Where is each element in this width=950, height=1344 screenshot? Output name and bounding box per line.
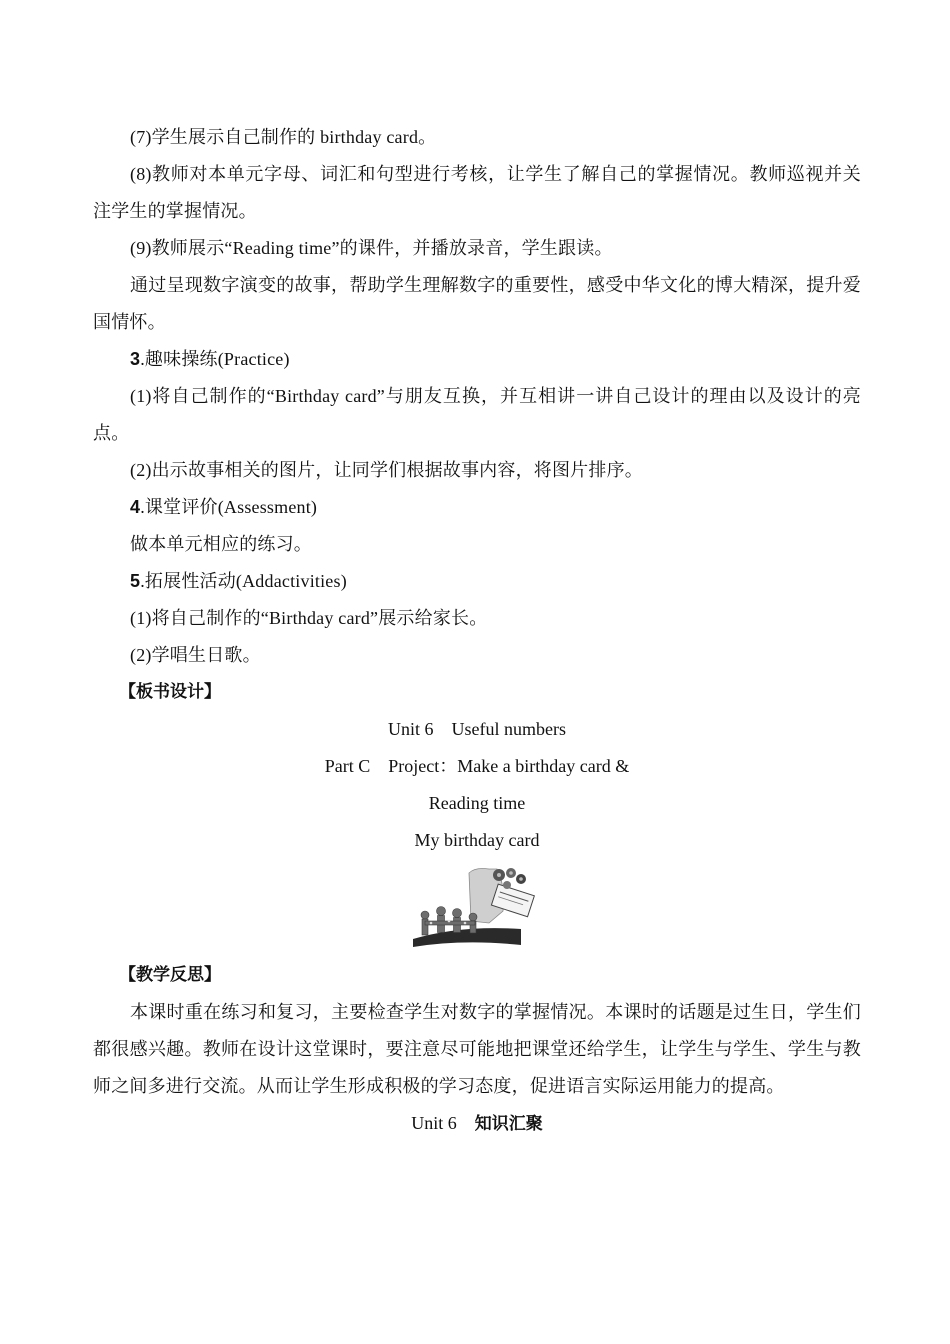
next-unit-prefix: Unit 6: [411, 1113, 475, 1133]
heading-practice: [93, 341, 861, 378]
heading-practice-title: .趣味操练(Practice): [140, 349, 290, 369]
board-line-reading: Reading time: [428, 793, 526, 813]
teaching-reflection-heading: 【教学反思】: [119, 965, 221, 985]
addactivities-item-2: (2)学唱生日歌。: [130, 645, 261, 665]
paragraph-story: 通过呈现数字演变的故事，帮助学生理解数字的重要性，感受中华文化的博大精深，提升爱国情怀。: [93, 275, 861, 332]
addactivities-item-1: (1)将自己制作的“Birthday card”展示给家长。: [130, 608, 488, 628]
heading-assessment-num: 4: [130, 497, 141, 517]
heading-practice-num: 3: [130, 349, 141, 369]
birthday-card-illustration: [411, 863, 543, 949]
paragraph-7: (7)学生展示自己制作的 birthday card。: [130, 127, 437, 147]
birthday-card-image-wrap: [93, 863, 861, 951]
board-line-part: Part C Project：Make a birthday card &: [324, 756, 630, 776]
heading-assessment-title: .课堂评价(Assessment): [140, 497, 318, 517]
practice-item-1: (1)将自己制作的“Birthday card”与朋友互换，并互相讲一讲自己设计的理由以及设计的亮点。: [93, 386, 861, 443]
paragraph-8: (8)教师对本单元字母、词汇和句型进行考核，让学生了解自己的掌握情况。教师巡视并关注学生的掌握情况。: [93, 164, 861, 221]
next-unit-title: [93, 1105, 861, 1143]
board-design-heading: 【板书设计】: [119, 682, 221, 702]
heading-addactivities-title: .拓展性活动(Addactivities): [140, 571, 347, 591]
board-line-unit: Unit 6 Useful numbers: [388, 719, 566, 739]
paragraph-9: (9)教师展示“Reading time”的课件，并播放录音，学生跟读。: [130, 238, 613, 258]
assessment-text: 做本单元相应的练习。: [130, 534, 312, 554]
teaching-reflection-text: 本课时重在练习和复习，主要检查学生对数字的掌握情况。本课时的话题是过生日，学生们都很感兴趣。教师在设计这堂课时，要注意尽可能地把课堂还给学生，让学生与学生、学生与教师之间多进行交流。从而让学生形成积极的学习态度，促进语言实际运用能力的提高。: [93, 1002, 861, 1096]
heading-addactivities-num: 5: [130, 571, 141, 591]
practice-item-2: (2)出示故事相关的图片，让同学们根据故事内容，将图片排序。: [130, 460, 643, 480]
heading-addactivities: [93, 563, 861, 600]
next-unit-name: 知识汇聚: [474, 1114, 543, 1134]
board-line-card: My birthday card: [414, 830, 540, 850]
document-page: [93, 119, 861, 1143]
heading-assessment: [93, 489, 861, 526]
